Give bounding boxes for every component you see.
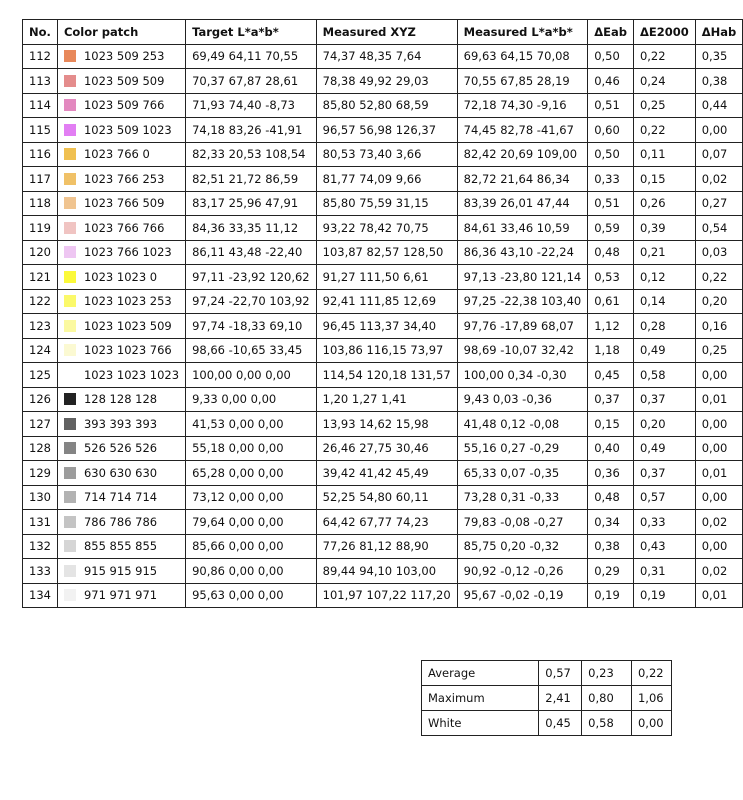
color-patch-cell xyxy=(57,412,185,437)
delta-e2000: 0,22 xyxy=(633,118,695,143)
row-number: 116 xyxy=(23,142,58,167)
color-patch-label: 1023 1023 0 xyxy=(83,269,158,284)
delta-eab: 1,18 xyxy=(588,338,634,363)
delta-eab: 0,37 xyxy=(588,387,634,412)
color-patch-cell xyxy=(57,436,185,461)
summary-delta-hab: 0,22 xyxy=(631,661,671,686)
measured-xyz: 13,93 14,62 15,98 xyxy=(316,412,457,437)
delta-eab: 0,33 xyxy=(588,167,634,192)
color-patch-label: 393 393 393 xyxy=(83,416,158,431)
delta-hab: 0,38 xyxy=(695,69,743,94)
measured-lab: 97,76 -17,89 68,07 xyxy=(457,314,588,339)
color-patch-label: 971 971 971 xyxy=(83,588,158,603)
delta-e2000: 0,12 xyxy=(633,265,695,290)
delta-eab: 0,34 xyxy=(588,510,634,535)
color-swatch xyxy=(64,369,76,381)
row-number: 121 xyxy=(23,265,58,290)
measured-xyz: 89,44 94,10 103,00 xyxy=(316,559,457,584)
delta-hab: 0,07 xyxy=(695,142,743,167)
summary-delta-hab: 1,06 xyxy=(631,686,671,711)
delta-e2000: 0,49 xyxy=(633,436,695,461)
measured-xyz: 74,37 48,35 7,64 xyxy=(316,44,457,69)
summary-label: Average xyxy=(422,661,539,686)
target-lab: 9,33 0,00 0,00 xyxy=(186,387,317,412)
color-patch-label: 1023 509 509 xyxy=(83,73,165,88)
summary-delta-eab: 2,41 xyxy=(539,686,582,711)
delta-e2000: 0,49 xyxy=(633,338,695,363)
summary-delta-e2000: 0,58 xyxy=(582,711,632,736)
delta-eab: 0,51 xyxy=(588,191,634,216)
color-patch-label: 1023 1023 253 xyxy=(83,294,172,309)
delta-hab: 0,27 xyxy=(695,191,743,216)
color-patch-cell xyxy=(57,510,185,535)
delta-eab: 0,19 xyxy=(588,583,634,608)
delta-hab: 0,00 xyxy=(695,436,743,461)
row-number: 125 xyxy=(23,363,58,388)
measured-xyz: 91,27 111,50 6,61 xyxy=(316,265,457,290)
row-number: 114 xyxy=(23,93,58,118)
color-patch-label: 714 714 714 xyxy=(83,490,158,505)
delta-e2000: 0,57 xyxy=(633,485,695,510)
measured-lab: 74,45 82,78 -41,67 xyxy=(457,118,588,143)
measured-lab: 82,72 21,64 86,34 xyxy=(457,167,588,192)
table-row xyxy=(23,191,743,216)
header-color-patch: Color patch xyxy=(57,20,185,45)
target-lab: 71,93 74,40 -8,73 xyxy=(186,93,317,118)
target-lab: 69,49 64,11 70,55 xyxy=(186,44,317,69)
delta-eab: 0,53 xyxy=(588,265,634,290)
measured-xyz: 64,42 67,77 74,23 xyxy=(316,510,457,535)
target-lab: 82,33 20,53 108,54 xyxy=(186,142,317,167)
header-measured-lab: Measured L*a*b* xyxy=(457,20,588,45)
target-lab: 97,24 -22,70 103,92 xyxy=(186,289,317,314)
color-patch-cell xyxy=(57,142,185,167)
delta-hab: 0,22 xyxy=(695,265,743,290)
color-patch-cell xyxy=(57,314,185,339)
color-patch-cell xyxy=(57,93,185,118)
summary-row xyxy=(422,661,672,686)
table-row xyxy=(23,534,743,559)
delta-e2000: 0,25 xyxy=(633,93,695,118)
table-row xyxy=(23,412,743,437)
color-swatch xyxy=(64,589,76,601)
delta-hab: 0,44 xyxy=(695,93,743,118)
color-patch-label: 1023 1023 509 xyxy=(83,318,172,333)
row-number: 134 xyxy=(23,583,58,608)
measured-xyz: 85,80 52,80 68,59 xyxy=(316,93,457,118)
color-swatch xyxy=(64,295,76,307)
delta-hab: 0,54 xyxy=(695,216,743,241)
delta-hab: 0,35 xyxy=(695,44,743,69)
color-patch-label: 1023 509 1023 xyxy=(83,122,172,137)
color-swatch xyxy=(64,393,76,405)
target-lab: 98,66 -10,65 33,45 xyxy=(186,338,317,363)
color-swatch xyxy=(64,124,76,136)
delta-e2000: 0,37 xyxy=(633,387,695,412)
color-patch-label: 1023 509 766 xyxy=(83,98,165,113)
measured-lab: 98,69 -10,07 32,42 xyxy=(457,338,588,363)
measured-xyz: 114,54 120,18 131,57 xyxy=(316,363,457,388)
color-patch-label: 1023 1023 766 xyxy=(83,343,172,358)
color-patch-label: 526 526 526 xyxy=(83,441,158,456)
delta-eab: 0,61 xyxy=(588,289,634,314)
delta-e2000: 0,19 xyxy=(633,583,695,608)
delta-hab: 0,00 xyxy=(695,363,743,388)
delta-e2000: 0,11 xyxy=(633,142,695,167)
table-row xyxy=(23,216,743,241)
target-lab: 83,17 25,96 47,91 xyxy=(186,191,317,216)
measured-xyz: 1,20 1,27 1,41 xyxy=(316,387,457,412)
color-patch-cell xyxy=(57,216,185,241)
color-patch-label: 1023 766 766 xyxy=(83,220,165,235)
measured-xyz: 78,38 49,92 29,03 xyxy=(316,69,457,94)
delta-hab: 0,00 xyxy=(695,534,743,559)
delta-eab: 0,38 xyxy=(588,534,634,559)
row-number: 122 xyxy=(23,289,58,314)
header-delta-hab: ΔHab xyxy=(695,20,743,45)
table-row xyxy=(23,436,743,461)
color-swatch xyxy=(64,99,76,111)
table-row xyxy=(23,338,743,363)
color-patch-label: 1023 766 509 xyxy=(83,196,165,211)
header-measured-xyz: Measured XYZ xyxy=(316,20,457,45)
delta-hab: 0,02 xyxy=(695,510,743,535)
delta-eab: 0,48 xyxy=(588,240,634,265)
delta-e2000: 0,24 xyxy=(633,69,695,94)
measured-lab: 90,92 -0,12 -0,26 xyxy=(457,559,588,584)
measured-xyz: 92,41 111,85 12,69 xyxy=(316,289,457,314)
table-row xyxy=(23,240,743,265)
table-row xyxy=(23,510,743,535)
color-patch-cell xyxy=(57,534,185,559)
color-swatch xyxy=(64,320,76,332)
color-swatch xyxy=(64,50,76,62)
table-row xyxy=(23,387,743,412)
delta-eab: 0,50 xyxy=(588,142,634,167)
color-patch-label: 855 855 855 xyxy=(83,539,158,554)
delta-eab: 0,59 xyxy=(588,216,634,241)
row-number: 119 xyxy=(23,216,58,241)
measured-lab: 41,48 0,12 -0,08 xyxy=(457,412,588,437)
measured-xyz: 96,57 56,98 126,37 xyxy=(316,118,457,143)
color-patch-cell xyxy=(57,338,185,363)
delta-hab: 0,00 xyxy=(695,118,743,143)
measured-lab: 82,42 20,69 109,00 xyxy=(457,142,588,167)
delta-eab: 0,51 xyxy=(588,93,634,118)
delta-hab: 0,20 xyxy=(695,289,743,314)
delta-eab: 0,29 xyxy=(588,559,634,584)
target-lab: 74,18 83,26 -41,91 xyxy=(186,118,317,143)
color-patch-cell xyxy=(57,387,185,412)
color-patch-label: 630 630 630 xyxy=(83,465,158,480)
summary-delta-eab: 0,45 xyxy=(539,711,582,736)
table-row xyxy=(23,265,743,290)
header-delta-eab: ΔEab xyxy=(588,20,634,45)
delta-hab: 0,02 xyxy=(695,167,743,192)
row-number: 126 xyxy=(23,387,58,412)
row-number: 131 xyxy=(23,510,58,535)
summary-row xyxy=(422,711,672,736)
row-number: 117 xyxy=(23,167,58,192)
row-number: 115 xyxy=(23,118,58,143)
delta-eab: 0,36 xyxy=(588,461,634,486)
color-patch-label: 1023 1023 1023 xyxy=(83,367,180,382)
measured-xyz: 39,42 41,42 45,49 xyxy=(316,461,457,486)
summary-label: Maximum xyxy=(422,686,539,711)
color-swatch xyxy=(64,222,76,234)
measured-lab: 55,16 0,27 -0,29 xyxy=(457,436,588,461)
measured-xyz: 80,53 73,40 3,66 xyxy=(316,142,457,167)
color-patch-label: 915 915 915 xyxy=(83,563,158,578)
summary-delta-eab: 0,57 xyxy=(539,661,582,686)
delta-e2000: 0,33 xyxy=(633,510,695,535)
color-swatch xyxy=(64,344,76,356)
color-patch-cell xyxy=(57,69,185,94)
measured-xyz: 52,25 54,80 60,11 xyxy=(316,485,457,510)
color-patch-label: 1023 766 253 xyxy=(83,171,165,186)
target-lab: 84,36 33,35 11,12 xyxy=(186,216,317,241)
measured-lab: 86,36 43,10 -22,24 xyxy=(457,240,588,265)
delta-hab: 0,00 xyxy=(695,485,743,510)
row-number: 127 xyxy=(23,412,58,437)
color-swatch xyxy=(64,565,76,577)
measured-xyz: 77,26 81,12 88,90 xyxy=(316,534,457,559)
color-patch-cell xyxy=(57,485,185,510)
color-swatch xyxy=(64,491,76,503)
target-lab: 95,63 0,00 0,00 xyxy=(186,583,317,608)
delta-eab: 0,45 xyxy=(588,363,634,388)
delta-hab: 0,01 xyxy=(695,461,743,486)
row-number: 130 xyxy=(23,485,58,510)
delta-eab: 0,15 xyxy=(588,412,634,437)
measured-lab: 73,28 0,31 -0,33 xyxy=(457,485,588,510)
table-row xyxy=(23,461,743,486)
summary-delta-e2000: 0,80 xyxy=(582,686,632,711)
measured-xyz: 103,86 116,15 73,97 xyxy=(316,338,457,363)
row-number: 120 xyxy=(23,240,58,265)
measured-lab: 69,63 64,15 70,08 xyxy=(457,44,588,69)
delta-e2000: 0,26 xyxy=(633,191,695,216)
row-number: 124 xyxy=(23,338,58,363)
row-number: 129 xyxy=(23,461,58,486)
delta-hab: 0,01 xyxy=(695,387,743,412)
target-lab: 70,37 67,87 28,61 xyxy=(186,69,317,94)
delta-e2000: 0,21 xyxy=(633,240,695,265)
target-lab: 90,86 0,00 0,00 xyxy=(186,559,317,584)
table-row xyxy=(23,289,743,314)
target-lab: 85,66 0,00 0,00 xyxy=(186,534,317,559)
color-swatch xyxy=(64,246,76,258)
color-swatch xyxy=(64,516,76,528)
color-patch-cell xyxy=(57,44,185,69)
header-no: No. xyxy=(23,20,58,45)
delta-e2000: 0,39 xyxy=(633,216,695,241)
color-swatch xyxy=(64,173,76,185)
measured-lab: 97,13 -23,80 121,14 xyxy=(457,265,588,290)
header-row xyxy=(23,20,743,45)
color-patch-cell xyxy=(57,559,185,584)
table-row xyxy=(23,583,743,608)
target-lab: 55,18 0,00 0,00 xyxy=(186,436,317,461)
measured-lab: 72,18 74,30 -9,16 xyxy=(457,93,588,118)
color-swatch xyxy=(64,148,76,160)
color-patch-cell xyxy=(57,363,185,388)
delta-e2000: 0,22 xyxy=(633,44,695,69)
table-row xyxy=(23,118,743,143)
target-lab: 97,74 -18,33 69,10 xyxy=(186,314,317,339)
color-patch-label: 786 786 786 xyxy=(83,514,158,529)
color-patch-cell xyxy=(57,461,185,486)
target-lab: 79,64 0,00 0,00 xyxy=(186,510,317,535)
color-swatch xyxy=(64,540,76,552)
target-lab: 65,28 0,00 0,00 xyxy=(186,461,317,486)
color-patch-cell xyxy=(57,583,185,608)
measured-xyz: 93,22 78,42 70,75 xyxy=(316,216,457,241)
target-lab: 82,51 21,72 86,59 xyxy=(186,167,317,192)
delta-eab: 0,48 xyxy=(588,485,634,510)
delta-hab: 0,02 xyxy=(695,559,743,584)
delta-eab: 0,46 xyxy=(588,69,634,94)
table-row xyxy=(23,559,743,584)
table-row xyxy=(23,69,743,94)
delta-hab: 0,25 xyxy=(695,338,743,363)
measured-lab: 97,25 -22,38 103,40 xyxy=(457,289,588,314)
target-lab: 73,12 0,00 0,00 xyxy=(186,485,317,510)
color-swatch xyxy=(64,271,76,283)
table-row xyxy=(23,167,743,192)
summary-table xyxy=(421,660,672,736)
measured-xyz: 26,46 27,75 30,46 xyxy=(316,436,457,461)
row-number: 112 xyxy=(23,44,58,69)
measured-lab: 79,83 -0,08 -0,27 xyxy=(457,510,588,535)
color-swatch xyxy=(64,442,76,454)
color-patch-cell xyxy=(57,265,185,290)
row-number: 118 xyxy=(23,191,58,216)
color-patch-cell xyxy=(57,118,185,143)
measured-xyz: 103,87 82,57 128,50 xyxy=(316,240,457,265)
row-number: 132 xyxy=(23,534,58,559)
table-row xyxy=(23,142,743,167)
summary-delta-hab: 0,00 xyxy=(631,711,671,736)
measured-lab: 100,00 0,34 -0,30 xyxy=(457,363,588,388)
delta-eab: 0,60 xyxy=(588,118,634,143)
measurement-table xyxy=(22,19,743,608)
color-patch-label: 128 128 128 xyxy=(83,392,158,407)
delta-hab: 0,00 xyxy=(695,412,743,437)
target-lab: 41,53 0,00 0,00 xyxy=(186,412,317,437)
color-patch-cell xyxy=(57,240,185,265)
delta-hab: 0,01 xyxy=(695,583,743,608)
target-lab: 86,11 43,48 -22,40 xyxy=(186,240,317,265)
color-patch-label: 1023 766 0 xyxy=(83,147,150,162)
measured-lab: 70,55 67,85 28,19 xyxy=(457,69,588,94)
color-swatch xyxy=(64,418,76,430)
header-delta-e2000: ΔE2000 xyxy=(633,20,695,45)
color-patch-cell xyxy=(57,167,185,192)
row-number: 133 xyxy=(23,559,58,584)
measured-lab: 84,61 33,46 10,59 xyxy=(457,216,588,241)
color-swatch xyxy=(64,467,76,479)
table-row xyxy=(23,485,743,510)
delta-hab: 0,03 xyxy=(695,240,743,265)
table-row xyxy=(23,44,743,69)
table-row xyxy=(23,93,743,118)
color-patch-label: 1023 766 1023 xyxy=(83,245,172,260)
color-patch-label: 1023 509 253 xyxy=(83,49,165,64)
measured-lab: 65,33 0,07 -0,35 xyxy=(457,461,588,486)
table-row xyxy=(23,363,743,388)
measured-xyz: 85,80 75,59 31,15 xyxy=(316,191,457,216)
delta-eab: 0,50 xyxy=(588,44,634,69)
measured-lab: 9,43 0,03 -0,36 xyxy=(457,387,588,412)
delta-e2000: 0,20 xyxy=(633,412,695,437)
delta-e2000: 0,37 xyxy=(633,461,695,486)
delta-e2000: 0,43 xyxy=(633,534,695,559)
delta-eab: 1,12 xyxy=(588,314,634,339)
delta-e2000: 0,58 xyxy=(633,363,695,388)
row-number: 128 xyxy=(23,436,58,461)
color-swatch xyxy=(64,197,76,209)
measured-xyz: 101,97 107,22 117,20 xyxy=(316,583,457,608)
measured-xyz: 81,77 74,09 9,66 xyxy=(316,167,457,192)
color-patch-cell xyxy=(57,289,185,314)
target-lab: 97,11 -23,92 120,62 xyxy=(186,265,317,290)
target-lab: 100,00 0,00 0,00 xyxy=(186,363,317,388)
delta-e2000: 0,15 xyxy=(633,167,695,192)
color-swatch xyxy=(64,75,76,87)
delta-hab: 0,16 xyxy=(695,314,743,339)
delta-e2000: 0,14 xyxy=(633,289,695,314)
header-target-lab: Target L*a*b* xyxy=(186,20,317,45)
summary-delta-e2000: 0,23 xyxy=(582,661,632,686)
delta-eab: 0,40 xyxy=(588,436,634,461)
delta-e2000: 0,28 xyxy=(633,314,695,339)
summary-row xyxy=(422,686,672,711)
measured-lab: 83,39 26,01 47,44 xyxy=(457,191,588,216)
table-row xyxy=(23,314,743,339)
summary-label: White xyxy=(422,711,539,736)
row-number: 123 xyxy=(23,314,58,339)
color-patch-cell xyxy=(57,191,185,216)
delta-e2000: 0,31 xyxy=(633,559,695,584)
row-number: 113 xyxy=(23,69,58,94)
measured-xyz: 96,45 113,37 34,40 xyxy=(316,314,457,339)
measured-lab: 85,75 0,20 -0,32 xyxy=(457,534,588,559)
measured-lab: 95,67 -0,02 -0,19 xyxy=(457,583,588,608)
